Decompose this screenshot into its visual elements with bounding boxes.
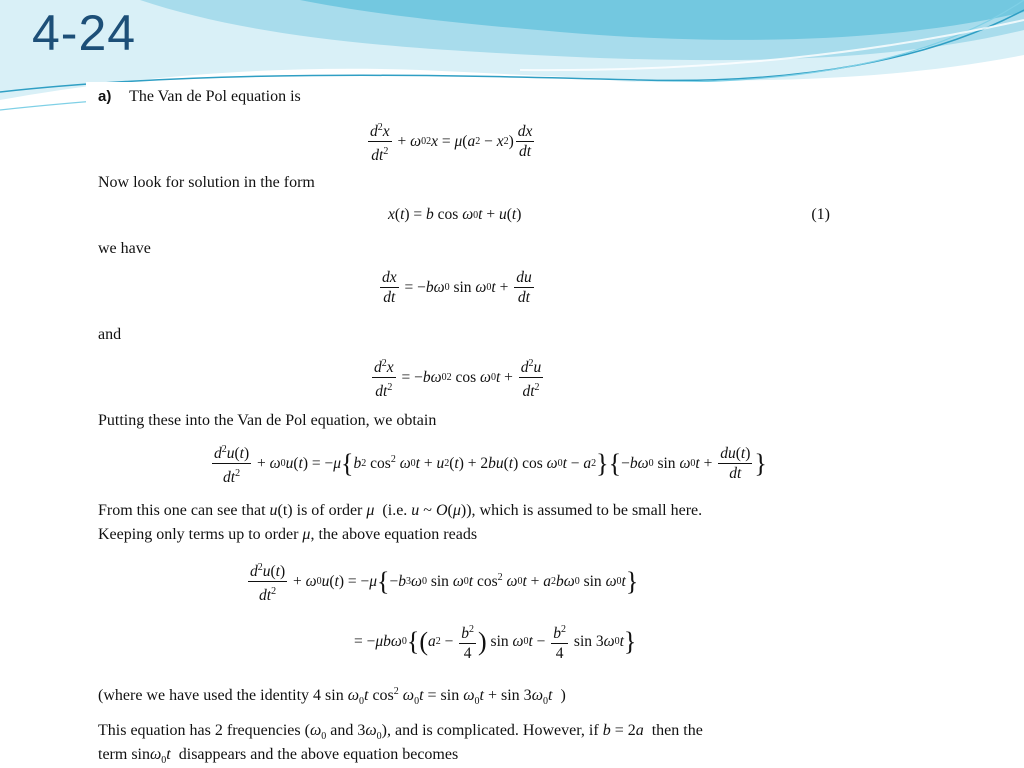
putting-text: Putting these into the Van de Pol equation, we obtain xyxy=(98,412,437,429)
we-have-text: we have xyxy=(98,240,151,257)
intro-text: The Van de Pol equation is xyxy=(129,88,301,105)
trial-solution-equation: x ( t ) = b cos ω 0 t + u ( t ) xyxy=(388,206,522,223)
identity-line: (where we have used the identity 4 $\sin \omega_0t$ $\cos^2 \omega_0t = \sin \omega_0t + \sin 3\omega_0t$ ) xyxy=(98,686,566,707)
look-for-text: Now look for solution in the form xyxy=(98,174,315,191)
and-text: and xyxy=(98,326,122,343)
equation-number: (1) xyxy=(811,206,830,223)
substituted-equation: $\frac{d^2u(t)}{dt^2}$ + ω 0 u ( t ) = − μ { b 2 $\cos^2$ ω 0 t + u 2 ( t ) + 2 bu ( t ) cos ω 0 t − a 2 } { − bω 0 sin ω 0 t + $\frac{du(t)}{dt}$ } xyxy=(210,440,767,487)
term-line: term sinω$_0$t disappears and the above equation becomes xyxy=(98,746,459,766)
frequency-line: This equation has 2 frequencies ($\omega_0$ and $3\omega_0$), and is complicated. However, if b = 2a then the xyxy=(98,722,703,742)
slide-content xyxy=(86,82,850,768)
order-line-1: From this one can see that u(t) is of order μ (i.e. u ~ O(μ)), which is assumed to be small here. xyxy=(98,502,703,519)
second-derivative-equation: $\frac{d^2x}{dt^2}$ = − bω 0 2 cos ω 0 t + $\frac{d^2u}{dt^2}$ xyxy=(370,354,545,401)
first-derivative-equation: $\frac{dx}{dt}$ = − bω 0 sin ω 0 t + $\frac{du}{dt}$ xyxy=(382,269,532,306)
intro-line xyxy=(98,88,301,106)
order-line-2: Keeping only terms up to order μ, the above equation reads xyxy=(98,526,478,543)
van-der-pol-equation: $\frac{d^2x}{dt^2}$ + ω 0 2 x = μ ( a 2 − x 2 ) $\frac{dx}{dt}$ xyxy=(366,118,536,165)
truncated-equation: $\frac{d^2u(t)}{dt^2}$ + ω 0 u ( t ) = − μ { − b 3 ω 0 sin ω 0 t $\cos^2$ ω 0 t + a 2 bω 0 sin ω 0 t } xyxy=(246,558,638,605)
part-label: a) xyxy=(98,88,112,105)
slide-number: 4-24 xyxy=(32,5,137,61)
simplified-equation: = − μbω 0 { ( a 2 − $\frac{b^2}{4}$ ) sin ω 0 t − $\frac{b^2}{4}$ sin 3 ω 0 t } xyxy=(354,620,636,663)
